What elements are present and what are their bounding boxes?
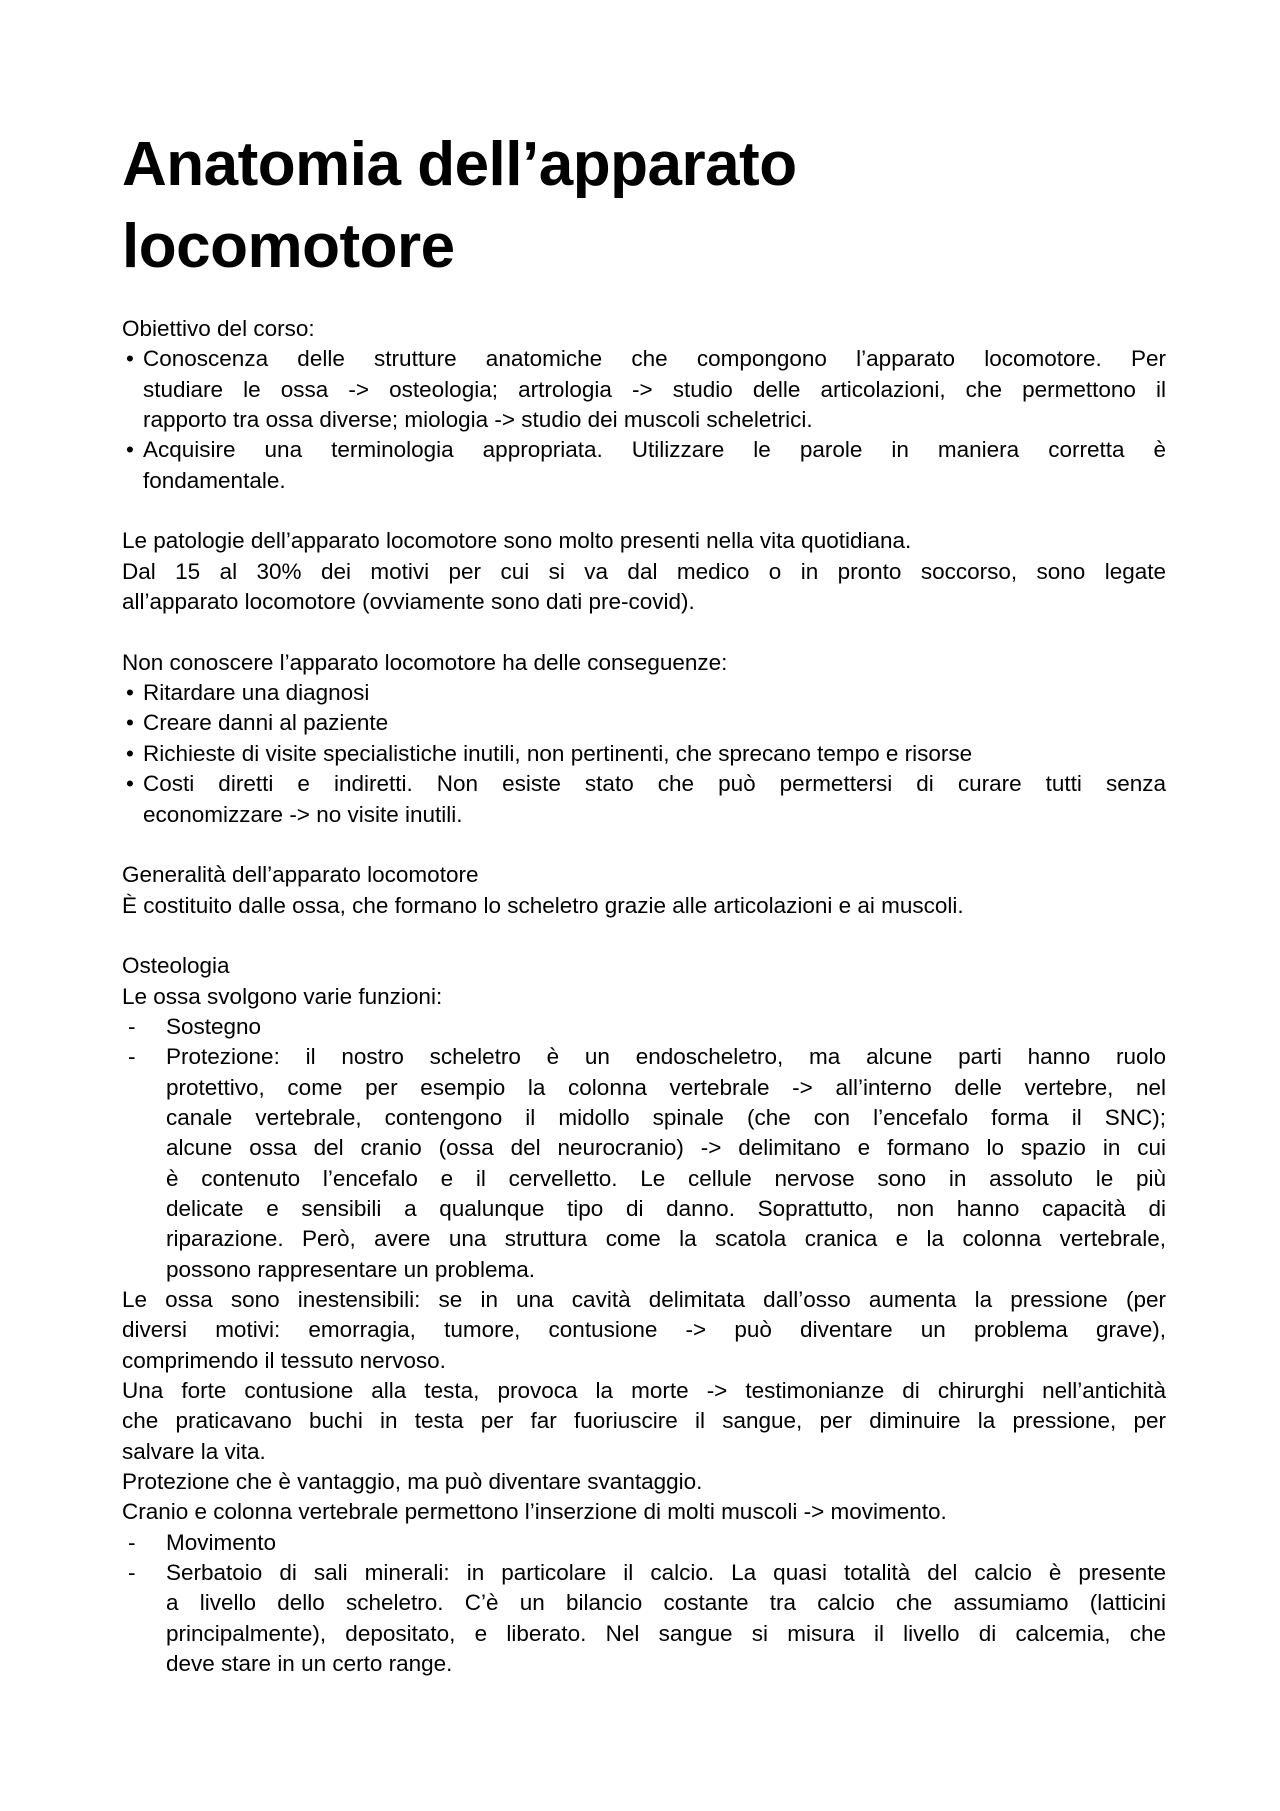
bullet-icon: • <box>126 680 134 706</box>
text-line: che praticavano buchi in testa per far fuoriuscire il sangue, per diminuire la pressione, per <box>122 1408 1166 1434</box>
text-line: Acquisire una terminologia appropriata. Utilizzare le parole in maniera corretta è <box>143 437 1166 463</box>
text-line: economizzare -> no visite inutili. <box>143 801 463 827</box>
text-line: Le ossa svolgono varie funzioni: <box>122 983 443 1009</box>
text-line: deve stare in un certo range. <box>166 1651 453 1677</box>
text-line: Sostegno <box>166 1013 262 1039</box>
bullet-icon: • <box>126 710 134 736</box>
text-line: Le ossa sono inestensibili: se in una cavità delimitata dall’osso aumenta la pressione (per <box>122 1287 1166 1312</box>
dash-icon: - <box>128 1529 136 1555</box>
bullet-icon: • <box>126 740 134 766</box>
text-line: all’apparato locomotore (ovviamente sono dati pre-covid). <box>122 589 695 615</box>
text-line: studiare le ossa -> osteologia; artrologia -> studio delle articolazioni, che permettono il <box>143 376 1166 402</box>
text-line: Cranio e colonna vertebrale permettono l’inserzione di molti muscoli -> movimento. <box>122 1499 947 1525</box>
text-line: possono rappresentare un problema. <box>166 1256 535 1282</box>
dash-icon: - <box>128 1560 136 1586</box>
text-line: principalmente), depositato, e liberato. Nel sangue si misura il livello di calcemia, che <box>166 1620 1166 1646</box>
text-line: comprimendo il tessuto nervoso. <box>122 1347 446 1373</box>
paragraph-gap <box>122 617 1166 647</box>
paragraph <box>122 526 1166 556</box>
text-line: Serbatoio di sali minerali: in particolare il calcio. La quasi totalità del calcio è presente <box>166 1560 1166 1586</box>
paragraph-gap <box>122 496 1166 526</box>
text-line: Ritardare una diagnosi <box>143 680 370 706</box>
text-line: Osteologia <box>122 953 230 979</box>
paragraph <box>122 860 1166 890</box>
bullet-item <box>122 708 1166 738</box>
paragraph <box>122 648 1166 678</box>
bullet-item <box>122 769 1166 830</box>
dash-icon: - <box>128 1044 136 1070</box>
bullet-item <box>122 344 1166 435</box>
title-line: locomotore <box>122 212 455 281</box>
bullet-item <box>122 739 1166 769</box>
dash-icon: - <box>128 1013 136 1039</box>
text-line: Creare danni al paziente <box>143 710 389 736</box>
dash-item <box>122 1012 1166 1042</box>
text-line: Movimento <box>166 1529 277 1555</box>
title-line: Anatomia dell’apparato <box>122 130 797 199</box>
dash-item <box>122 1042 1166 1285</box>
text-line: a livello dello scheletro. C’è un bilancio costante tra calcio che assumiamo (latticini <box>166 1590 1166 1616</box>
text-line: salvare la vita. <box>122 1438 266 1464</box>
text-line: canale vertebrale, contengono il midollo spinale (che con l’encefalo forma il SNC); <box>166 1104 1166 1130</box>
text-line: Costi diretti e indiretti. Non esiste stato che può permettersi di curare tutti senza <box>143 771 1166 797</box>
text-line: Conoscenza delle strutture anatomiche che compongono l’apparato locomotore. Per <box>143 346 1166 372</box>
text-line: protettivo, come per esempio la colonna vertebrale -> all’interno delle vertebre, nel <box>166 1074 1166 1100</box>
paragraph-gap <box>122 830 1166 860</box>
bullet-icon: • <box>126 771 134 797</box>
text-line: riparazione. Però, avere una struttura come la scatola cranica e la colonna vertebrale, <box>166 1226 1166 1252</box>
text-line: alcune ossa del cranio (ossa del neurocranio) -> delimitano e formano lo spazio in cui <box>166 1135 1166 1161</box>
text-line: Generalità dell’apparato locomotore <box>122 862 479 888</box>
text-line: rapporto tra ossa diverse; miologia -> studio dei muscoli scheletrici. <box>143 407 813 433</box>
text-line: diversi motivi: emorragia, tumore, contusione -> può diventare un problema grave), <box>122 1317 1166 1343</box>
bullet-icon: • <box>126 437 134 463</box>
bullet-item <box>122 435 1166 496</box>
text-line: è contenuto l’encefalo e il cervelletto. Le cellule nervose sono in assoluto le più <box>166 1165 1166 1191</box>
bullet-icon: • <box>126 346 134 372</box>
document-body <box>122 314 1166 1679</box>
dash-item <box>122 1528 1166 1558</box>
paragraph <box>122 1285 1166 1376</box>
text-line: Non conoscere l’apparato locomotore ha delle conseguenze: <box>122 649 728 675</box>
paragraph <box>122 982 1166 1012</box>
text-line: È costituito dalle ossa, che formano lo scheletro grazie alle articolazioni e ai muscoli. <box>122 892 964 918</box>
paragraph <box>122 951 1166 981</box>
paragraph <box>122 1467 1166 1497</box>
text-line: Una forte contusione alla testa, provoca la morte -> testimonianze di chirurghi nell’antichità <box>122 1378 1166 1404</box>
text-line: Dal 15 al 30% dei motivi per cui si va dal medico o in pronto soccorso, sono legate <box>122 558 1166 584</box>
page-title <box>122 124 797 288</box>
text-line: delicate e sensibili a qualunque tipo di danno. Soprattutto, non hanno capacità di <box>166 1195 1166 1221</box>
paragraph <box>122 1376 1166 1467</box>
paragraph <box>122 891 1166 921</box>
paragraph <box>122 557 1166 618</box>
text-line: Protezione: il nostro scheletro è un endoscheletro, ma alcune parti hanno ruolo <box>166 1044 1166 1070</box>
paragraph <box>122 314 1166 344</box>
text-line: Richieste di visite specialistiche inutili, non pertinenti, che sprecano tempo e risorse <box>143 740 973 766</box>
dash-item <box>122 1558 1166 1679</box>
text-line: fondamentale. <box>143 467 286 493</box>
bullet-item <box>122 678 1166 708</box>
paragraph <box>122 1497 1166 1527</box>
paragraph-gap <box>122 921 1166 951</box>
text-line: Protezione che è vantaggio, ma può diventare svantaggio. <box>122 1469 703 1495</box>
text-line: Le patologie dell’apparato locomotore sono molto presenti nella vita quotidiana. <box>122 528 912 554</box>
text-line: Obiettivo del corso: <box>122 316 315 341</box>
